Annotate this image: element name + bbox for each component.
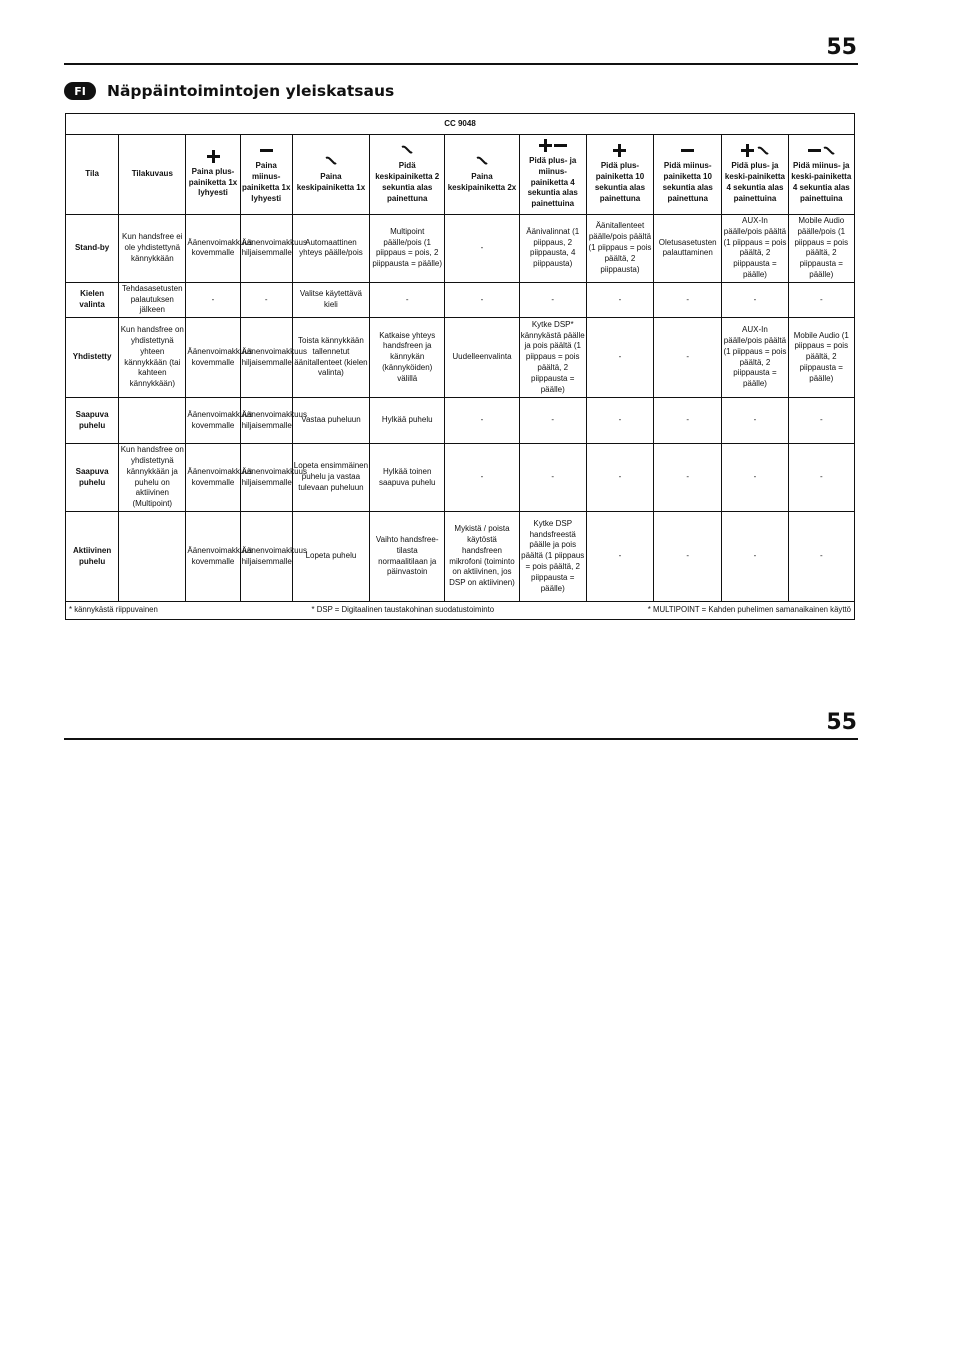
table-cell: - [654, 318, 722, 398]
table-cell: - [654, 398, 722, 444]
row-state: Kielen valinta [66, 282, 119, 317]
table-cell: - [654, 282, 722, 317]
table-cell: - [370, 282, 445, 317]
column-header-label: Paina keskipainiketta 1x [296, 172, 366, 192]
row-description: Kun handsfree on yhdistettynä yhteen kännykkään (tai kahteen kännykkään) [119, 318, 186, 398]
table-cell: Äänitallenteet päälle/pois päältä (1 piippaus = pois päältä, 2 piippausta) [586, 215, 653, 283]
table-cell: - [788, 282, 854, 317]
table-row [66, 398, 855, 444]
table-cell: - [445, 215, 519, 283]
page-title: Näppäintoimintojen yleiskatsaus [107, 82, 395, 100]
table-cell: - [722, 444, 788, 512]
table-cell: Äänenvoimakkuus hiljaisemmalle [240, 398, 292, 444]
table-cell: Hylkää toinen saapuva puhelu [370, 444, 445, 512]
table-cell: Äänenvoimakkuus kovemmalle [186, 444, 240, 512]
table-cell: - [186, 282, 240, 317]
row-state: Aktiivinen puhelu [66, 512, 119, 602]
column-header-description: Tilakuvaus [119, 135, 186, 215]
plus-center-icon [723, 144, 786, 158]
table-cell: - [519, 444, 586, 512]
table-cell: - [586, 398, 653, 444]
button-overview-table [65, 113, 855, 620]
table-cell: Mobile Audio (1 piippaus = pois päältä, 2 piippausta = päälle) [788, 318, 854, 398]
table-cell: Vaihto handsfree-tilasta normaalitilaan ja päinvastoin [370, 512, 445, 602]
table-cell: AUX-In päälle/pois päältä (1 piippaus = pois päältä, 2 piippausta = päälle) [722, 318, 788, 398]
minus-center-icon [790, 144, 853, 158]
column-header-label: Pidä keskipainiketta 2 sekuntia alas painettuna [375, 161, 440, 203]
table-cell: Äänenvoimakkuus kovemmalle [186, 512, 240, 602]
row-description: Kun handsfree on yhdistettynä kännykkään ja puhelu on aktiivinen (Multipoint) [119, 444, 186, 512]
table-cell: Automaattinen yhteys päälle/pois [292, 215, 369, 283]
section-heading [64, 82, 394, 100]
column-header-label: Paina keskipainiketta 2x [447, 172, 517, 192]
column-header-label: Pidä plus-painiketta 10 sekuntia alas painettuna [594, 161, 646, 203]
table-cell: - [722, 398, 788, 444]
row-description [119, 512, 186, 602]
table-cell: - [788, 398, 854, 444]
table-cell: Hylkää puhelu [370, 398, 445, 444]
table-cell: - [240, 282, 292, 317]
table-cell: Äänivalinnat (1 piippaus, 2 piippausta, 4 piippausta) [519, 215, 586, 283]
table-cell: Katkaise yhteys handsfreen ja kännykän (kännyköiden) välillä [370, 318, 445, 398]
row-state: Saapuva puhelu [66, 444, 119, 512]
table-cell: - [445, 282, 519, 317]
column-header-label: Pidä miinus- ja keski-painiketta 4 sekuntia alas painettuina [791, 161, 852, 203]
column-header-label: Paina miinus-painiketta 1x lyhyesti [241, 161, 291, 203]
top-rule [64, 63, 858, 65]
plus-icon [588, 144, 652, 158]
header-row [66, 135, 855, 215]
table-cell: Äänenvoimakkuus kovemmalle [186, 318, 240, 398]
column-header-4 [370, 135, 445, 215]
table-cell: Mykistä / poista käytöstä handsfreen mikrofoni (toiminto on aktiivinen, jos DSP on aktiivinen) [445, 512, 519, 602]
table-cell: Kytke DSP handsfreestä päälle ja pois päältä (1 piippaus = pois päältä, 2 piippausta = päälle) [519, 512, 586, 602]
table-row [66, 215, 855, 283]
footnotes [66, 602, 855, 620]
minus-icon [655, 144, 720, 158]
table-row [66, 282, 855, 317]
column-header-6 [519, 135, 586, 215]
page-number-top: 55 [826, 35, 857, 60]
table-cell: AUX-In päälle/pois päältä (1 piippaus = pois päältä, 2 piippausta = päälle) [722, 215, 788, 283]
table-cell: Uudelleenvalinta [445, 318, 519, 398]
row-description [119, 398, 186, 444]
footnote-multipoint: * MULTIPOINT = Kahden puhelimen samanaikainen käyttö [647, 605, 851, 615]
table-cell: Lopeta puhelu [292, 512, 369, 602]
table-row [66, 512, 855, 602]
center-button-icon [294, 155, 368, 169]
table-cell: Kytke DSP* kännykästä päälle ja pois päältä (1 piippaus = pois päältä, 2 piippausta = päälle) [519, 318, 586, 398]
table-cell: Äänenvoimakkuus kovemmalle [186, 215, 240, 283]
column-header-label: Pidä plus- ja miinus-painiketta 4 sekuntia alas painettuina [527, 156, 578, 209]
table-cell: - [445, 398, 519, 444]
column-header-label: Pidä miinus-painiketta 10 sekuntia alas painettuna [662, 161, 713, 203]
table-cell: - [445, 444, 519, 512]
table-cell: - [654, 444, 722, 512]
center-button-icon [446, 155, 517, 169]
table-cell: - [788, 444, 854, 512]
column-header-5 [445, 135, 519, 215]
table-cell: Äänenvoimakkuus hiljaisemmalle [240, 512, 292, 602]
bottom-rule [64, 738, 858, 740]
table-cell: - [586, 282, 653, 317]
footnote-phone: * kännykästä riippuvainen [69, 605, 158, 615]
table-cell: Multipoint päälle/pois (1 piippaus = pois, 2 piippausta = päälle) [370, 215, 445, 283]
column-header-7 [586, 135, 653, 215]
table-cell: - [586, 318, 653, 398]
column-header-2 [240, 135, 292, 215]
plus-icon [187, 150, 238, 164]
table-cell: Äänenvoimakkuus kovemmalle [186, 398, 240, 444]
table-cell: Toista kännykkään tallennetut äänitallenteet (kielen valinta) [292, 318, 369, 398]
row-description: Kun handsfree ei ole yhdistettynä kännykkään [119, 215, 186, 283]
column-header-9 [722, 135, 788, 215]
table-cell: - [586, 444, 653, 512]
table-cell: - [586, 512, 653, 602]
table-cell: Vastaa puheluun [292, 398, 369, 444]
table-cell: - [654, 512, 722, 602]
table-cell: - [722, 512, 788, 602]
row-state: Yhdistetty [66, 318, 119, 398]
table-cell: Äänenvoimakkuus hiljaisemmalle [240, 444, 292, 512]
table-cell: Oletusasetusten palauttaminen [654, 215, 722, 283]
model-name: CC 9048 [66, 114, 855, 135]
row-state: Stand-by [66, 215, 119, 283]
footnote-dsp: * DSP = Digitaalinen taustakohinan suodatustoiminto [311, 605, 495, 615]
row-description: Tehdasasetusten palautuksen jälkeen [119, 282, 186, 317]
column-header-label: Pidä plus- ja keski-painiketta 4 sekuntia alas painettuina [724, 161, 785, 203]
plus-minus-icon [521, 139, 585, 153]
center-button-icon [371, 144, 443, 158]
table-cell: Äänenvoimakkuus hiljaisemmalle [240, 215, 292, 283]
table-cell: Lopeta ensimmäinen puhelu ja vastaa tulevaan puheluun [292, 444, 369, 512]
table-cell: - [722, 282, 788, 317]
language-badge: FI [64, 82, 96, 100]
page-number-bottom: 55 [826, 710, 857, 735]
column-header-state: Tila [66, 135, 119, 215]
table-cell: - [788, 512, 854, 602]
minus-icon [242, 144, 291, 158]
column-header-3 [292, 135, 369, 215]
column-header-label: Paina plus-painiketta 1x lyhyesti [188, 166, 238, 198]
table-cell: Äänenvoimakkuus hiljaisemmalle [240, 318, 292, 398]
table-cell: Valitse käytettävä kieli [292, 282, 369, 317]
row-state: Saapuva puhelu [66, 398, 119, 444]
table-cell: - [519, 398, 586, 444]
table-row [66, 318, 855, 398]
column-header-8 [654, 135, 722, 215]
table-row [66, 444, 855, 512]
column-header-1 [186, 135, 240, 215]
table-cell: - [519, 282, 586, 317]
table-cell: Mobile Audio päälle/pois (1 piippaus = pois päältä, 2 piippausta = päälle) [788, 215, 854, 283]
column-header-10 [788, 135, 854, 215]
